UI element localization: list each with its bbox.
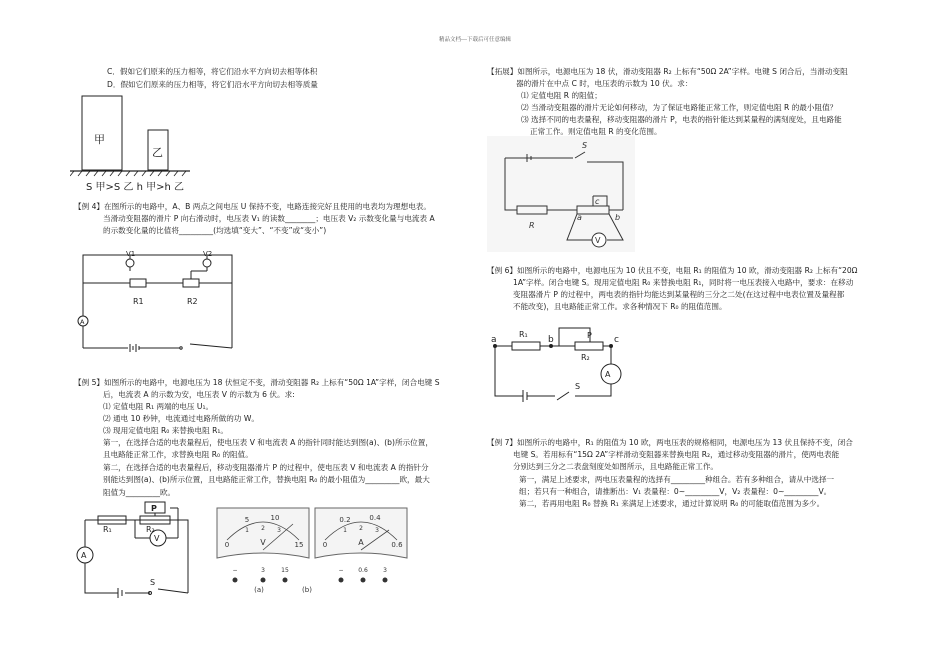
ex5-q3: ⑶ 现用定值电阻 R₀ 来替换电阻 R₁。 xyxy=(103,426,229,435)
svg-text:1: 1 xyxy=(245,527,249,534)
ex5-meters xyxy=(213,500,413,596)
ext-q3b: 正常工作。则定值电阻 R 的变化范围。 xyxy=(530,127,662,136)
ex5-p5: 阻值为_________欧。 xyxy=(103,488,176,497)
svg-text:3: 3 xyxy=(383,567,387,574)
svg-text:0.6: 0.6 xyxy=(358,567,368,574)
ex4-line3: 的示数变化量的比值将_________(均选填“变大”、“不变”或“变小”) xyxy=(103,226,327,235)
ex5-line2: 后，电流表 A 的示数为安，电压表 V 的示数为 6 伏。求: xyxy=(103,390,295,399)
ext-circuit xyxy=(487,136,635,252)
page-header: 精品文档---下载后可任意编辑 xyxy=(439,37,511,43)
svg-text:A: A xyxy=(358,538,364,547)
svg-text:15: 15 xyxy=(281,567,289,574)
block-jia-label: 甲 xyxy=(94,133,105,146)
svg-text:3: 3 xyxy=(277,527,281,534)
ext-q3a: ⑶ 选择不同的电表量程，移动变阻器的滑片 P，电表的指针能达到某量程的满刻度处，且电路能 xyxy=(521,115,842,124)
option-d: D．假如它们原来的压力相等，将它们沿水平方向切去相等质量 xyxy=(107,80,318,89)
ext-q2: ⑵ 当滑动变阻器的滑片无论如何移动，为了保证电路能正常工作，则定值电阻 R 的最小阻值？ xyxy=(521,103,838,112)
svg-text:1: 1 xyxy=(343,527,347,534)
svg-text:V2: V2 xyxy=(203,250,213,258)
svg-text:R1: R1 xyxy=(133,297,144,306)
svg-text:a: a xyxy=(491,335,497,345)
svg-text:P: P xyxy=(587,331,592,340)
ex6-line2: 1A”字样。闭合电键 S。现用定值电阻 R₀ 来替换电阻 R₁，同时将一电压表接入电路中，要求：在移动 xyxy=(513,278,854,287)
svg-text:0: 0 xyxy=(322,541,328,549)
svg-text:10: 10 xyxy=(270,514,280,522)
option-c: C．假如它们原来的压力相等，将它们沿水平方向切去相等体积 xyxy=(107,67,318,76)
svg-text:R2: R2 xyxy=(187,297,198,306)
ex4-line1: 【例 4】在图所示的电路中，A、B 两点之间电压 U 保持不变，电路连接完好且使用的电表均为理想电表。 xyxy=(74,202,431,211)
svg-text:R₁: R₁ xyxy=(103,525,112,534)
svg-text:S: S xyxy=(150,578,156,587)
svg-text:R: R xyxy=(529,221,535,230)
ex6-line3: 变阻器滑片 P 的过程中，两电表的指针均能达到某量程的三分之二处(在这过程中电表位置及量程都 xyxy=(513,290,845,299)
svg-text:A: A xyxy=(80,318,85,326)
ex6-line4: 不能改变)，且电路能正常工作。求各种情况下 R₀ 的阻值范围。 xyxy=(513,302,727,311)
ex7-p2: 组；若只有一种组合，请推断出：V₁ 表量程：0~_________V，V₂ 表量程：0~_________V。 xyxy=(519,487,832,496)
ex7-line3: 分别达到三分之二表盘刻度处如图所示，且电路能正常工作。 xyxy=(513,462,719,471)
svg-text:3: 3 xyxy=(261,567,265,574)
svg-text:15: 15 xyxy=(294,541,304,549)
ex5-p3: 第二，在选择合适的电表量程后，移动变阻器滑片 P 的过程中，使电压表 V 和电流表 A 的指针分 xyxy=(103,463,429,472)
svg-text:R₂: R₂ xyxy=(581,353,590,362)
svg-text:R₁: R₁ xyxy=(519,330,528,339)
ex5-q1: ⑴ 定值电阻 R₁ 两端的电压 U₁。 xyxy=(103,402,214,411)
svg-text:5: 5 xyxy=(244,516,250,524)
ext-q1: ⑴ 定值电阻 R 的阻值； xyxy=(521,91,602,100)
svg-text:−: − xyxy=(232,567,238,574)
ex5-q2: ⑵ 通电 10 秒钟，电流通过电路所做的功 W。 xyxy=(103,414,259,423)
blocks-caption: S 甲>S 乙 h 甲>h 乙 xyxy=(86,182,185,193)
svg-text:2: 2 xyxy=(359,525,363,532)
ex7-line1: 【例 7】如图所示的电路中，R₁ 的阻值为 10 欧，两电压表的规格相同，电源电压为 13 伏且保持不变，闭合 xyxy=(487,438,853,447)
svg-text:V: V xyxy=(154,534,160,543)
ex5-p2: 且电路能正常工作，求替换电阻 R₀ 的阻值。 xyxy=(103,450,253,459)
svg-text:S: S xyxy=(582,141,588,150)
svg-text:0.6: 0.6 xyxy=(391,541,403,549)
block-yi-label: 乙 xyxy=(152,146,163,159)
svg-text:0.2: 0.2 xyxy=(339,516,351,524)
ext-line2: 器的滑片在中点 C 时，电压表的示数为 10 伏。求： xyxy=(516,79,693,88)
svg-text:R₂: R₂ xyxy=(146,525,155,534)
svg-text:0: 0 xyxy=(224,541,230,549)
svg-text:0.4: 0.4 xyxy=(369,514,381,522)
ex5-line1: 【例 5】如图所示的电路中，电源电压为 18 伏恒定不变，滑动变阻器 R₂ 上标有“50Ω 1A”字样，闭合电键 S xyxy=(74,378,440,387)
svg-text:a: a xyxy=(577,213,582,222)
svg-text:S: S xyxy=(575,382,581,391)
svg-text:(a): (a) xyxy=(254,586,264,594)
ex4-circuit xyxy=(75,243,240,358)
svg-text:c: c xyxy=(614,335,619,345)
ex7-p3: 第二，若再用电阻 R₀ 替换 R₁ 来满足上述要求，通过计算说明 R₀ 的可能取值范围为多少。 xyxy=(519,499,825,508)
svg-text:V: V xyxy=(260,538,266,547)
blocks-figure xyxy=(70,90,210,195)
svg-text:A: A xyxy=(81,551,87,560)
svg-text:A: A xyxy=(605,370,611,379)
svg-text:2: 2 xyxy=(261,525,265,532)
svg-text:V: V xyxy=(595,236,601,245)
ex6-line1: 【例 6】如图所示的电路中，电源电压为 10 伏且不变，电阻 R₁ 的阻值为 10 欧，滑动变阻器 R₂ 上标有“20Ω xyxy=(487,266,858,275)
ex5-circuit xyxy=(70,498,200,600)
ex5-p4: 别能达到图(a)、(b)所示位置，且电路能正常工作，替换电阻 R₀ 的最小阻值为_________欧，最大 xyxy=(103,475,430,484)
ex4-line2: 当滑动变阻器的滑片 P 向右滑动时，电压表 V₁ 的读数________；电压表 V₂ 示数变化量与电流表 A xyxy=(103,214,435,223)
svg-text:V1: V1 xyxy=(126,250,136,258)
svg-text:c: c xyxy=(595,197,600,206)
svg-text:(b): (b) xyxy=(302,586,312,594)
ex6-circuit xyxy=(487,320,627,420)
svg-text:3: 3 xyxy=(375,527,379,534)
ex7-line2: 电键 S。若用标有“15Ω 2A”字样滑动变阻器来替换电阻 R₂，通过移动变阻器的滑片，使两电表能 xyxy=(513,450,840,459)
ext-line1: 【拓展】如图所示，电源电压为 18 伏，滑动变阻器 R₂ 上标有“50Ω 2A”字样。电键 S 闭合后，当滑动变阻 xyxy=(487,67,848,76)
svg-text:−: − xyxy=(338,567,344,574)
svg-text:b: b xyxy=(548,335,554,345)
svg-text:P: P xyxy=(151,504,157,513)
ex5-p1: 第一，在选择合适的电表量程后，使电压表 V 和电流表 A 的指针同时能达到图(a)、(b)所示位置， xyxy=(103,438,433,447)
svg-text:b: b xyxy=(615,213,621,222)
ex7-p1: 第一，满足上述要求，两电压表量程的选择有_________种组合。若有多种组合，请从中选择一 xyxy=(519,475,835,484)
